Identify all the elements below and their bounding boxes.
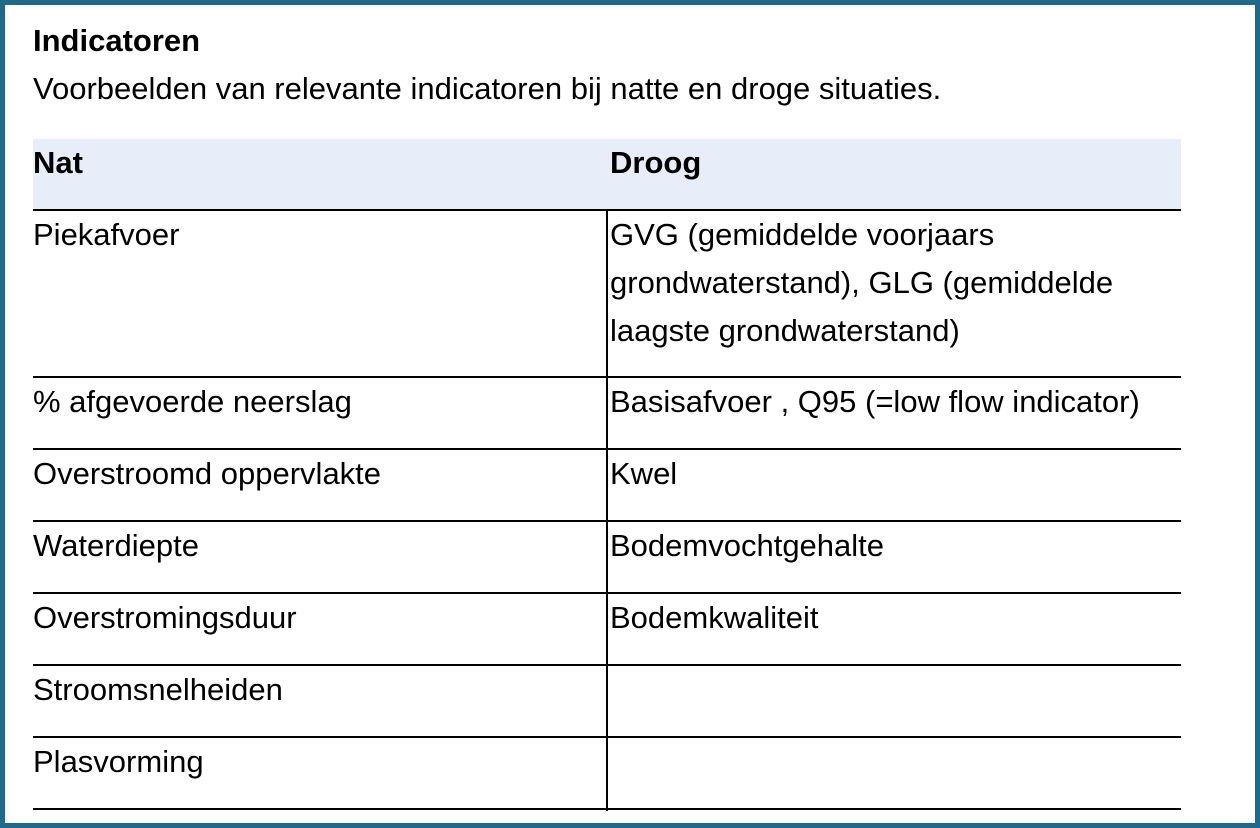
cell-droog: Basisafvoer , Q95 (=low flow indicator) <box>610 384 1140 419</box>
header-droog: Droog <box>610 145 702 180</box>
indicator-table <box>33 139 1181 810</box>
cell-droog: Bodemvochtgehalte <box>610 528 885 563</box>
cell-droog: GVG (gemiddelde voorjaars grondwaterstand), GLG (gemiddelde laagste grondwaterstand) <box>610 217 1114 348</box>
table-row <box>33 378 1181 450</box>
cell-nat: Waterdiepte <box>33 528 199 563</box>
table-row <box>33 738 1181 810</box>
cell-droog: Bodemkwaliteit <box>610 600 819 635</box>
header-nat: Nat <box>33 145 83 180</box>
table-row <box>33 211 1181 378</box>
cell-droog: Kwel <box>610 456 678 491</box>
table-row <box>33 594 1181 666</box>
cell-nat: % afgevoerde neerslag <box>33 384 352 419</box>
cell-nat: Stroomsnelheiden <box>33 672 283 707</box>
box-title: Indicatoren <box>33 23 201 58</box>
cell-nat: Plasvorming <box>33 744 204 779</box>
cell-droog <box>608 738 1181 808</box>
table-header-row <box>33 139 1181 211</box>
table-row <box>33 522 1181 594</box>
cell-droog <box>608 666 1181 736</box>
box-subtitle: Voorbeelden van relevante indicatoren bij natte en droge situaties. <box>33 71 942 106</box>
table-row <box>33 450 1181 522</box>
cell-nat: Overstromingsduur <box>33 600 297 635</box>
cell-nat: Piekafvoer <box>33 217 180 252</box>
cell-nat: Overstroomd oppervlakte <box>33 456 382 491</box>
table-row <box>33 666 1181 738</box>
